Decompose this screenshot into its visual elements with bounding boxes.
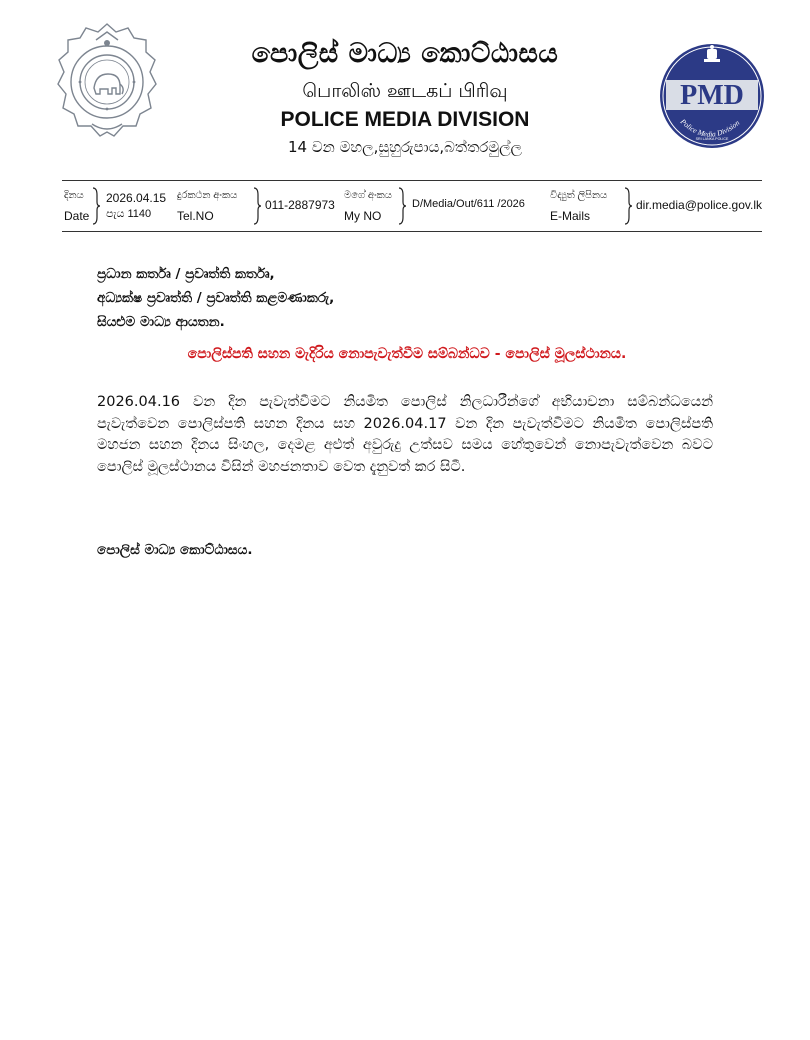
date-label-en: Date <box>64 209 90 223</box>
pmd-abbr: PMD <box>680 80 744 111</box>
recipients-block <box>97 262 334 334</box>
date-value: 2026.04.15 <box>106 191 167 205</box>
my-no-label-si: මගේ අංකය <box>344 190 392 201</box>
recipient-line: අධ්‍යක්ෂ ප්‍රවෘත්ති / ප්‍රවෘත්ති කළමණාකරු, <box>97 290 335 306</box>
pmd-logo-icon <box>658 36 766 154</box>
sri-lanka-police-crest-icon <box>56 22 158 146</box>
my-no-value: D/Media/Out/611 /2026 <box>412 198 525 210</box>
body-paragraph: 2026.04.16 වන දින පැවැත්වීමට නියමිත පොලිස් නිලධාරීන්ගේ අභියාචනා සම්බන්ධයෙන් පැවැත්වෙන පොලිස්පති සහන දිනය සහ 2026.04.17 වන දින පැවැත්වීමට නියමිත පොලිස්පති මහජන සහන දිනය සිංහල, දෙමළ අළුත් අවුරුදු උත්සව සමය හේතුවෙන් නොපැවැත්වෙන බවට පොලිස් මූලස්ථානය විසින් මහජනතාව වෙත දැනුවත් කර සිටී. <box>97 394 713 475</box>
title-tamil: பொலிஸ் ஊடகப் பிரிவு <box>302 80 508 102</box>
brace-icon <box>253 187 261 225</box>
time-value: පැය 1140 <box>106 208 152 220</box>
title-sinhala: පොලිස් මාධ්‍ය කොට්ඨාසය <box>251 38 559 69</box>
brace-icon <box>92 187 100 225</box>
recipient-line: ප්‍රධාන කර්තෘ / ප්‍රවෘත්ති කර්තෘ, <box>97 266 275 282</box>
email-value: dir.media@police.gov.lk <box>636 198 763 212</box>
brace-icon <box>398 187 406 225</box>
tel-label-si: දුරකථන අංකය <box>177 190 238 201</box>
pmd-sub-text: SRI LANKA POLICE <box>695 137 729 141</box>
tel-value: 011-2887973 <box>265 198 335 212</box>
brace-icon <box>624 187 632 225</box>
email-label-si: විද්‍යුත් ලිපිනය <box>550 190 608 201</box>
pmd-arc-text: Police Media Division <box>678 117 742 139</box>
reference-info-bar <box>62 180 762 232</box>
signoff: පොලිස් මාධ්‍ය කොට්ඨාසය. <box>97 542 253 558</box>
email-label-en: E-Mails <box>550 209 591 223</box>
subject-line: පොලිස්පති සහන මැදිරිය නොපැවැත්වීම සම්බන්ධව - පොලිස් මූලස්ථානය. <box>187 346 627 362</box>
recipient-line: සියළුම මාධ්‍ය ආයතන. <box>97 314 225 330</box>
letterhead <box>210 36 600 160</box>
my-no-label-en: My NO <box>344 209 382 223</box>
address: 14 වන මහල,සුහුරුපාය,බත්තරමුල්ල <box>288 138 522 156</box>
tel-label-en: Tel.NO <box>177 209 214 223</box>
title-english: POLICE MEDIA DIVISION <box>280 108 530 131</box>
date-label-si: දිනය <box>64 190 84 201</box>
